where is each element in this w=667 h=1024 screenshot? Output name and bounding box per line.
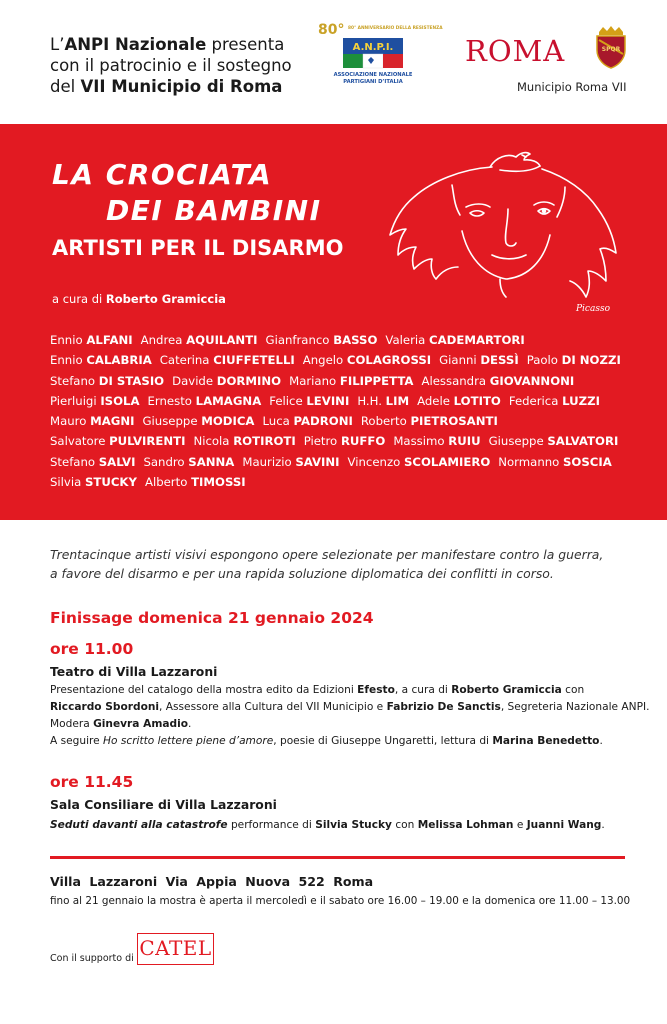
intro-line-3: del VII Municipio di Roma xyxy=(50,77,283,96)
artist-name: Gianfranco BASSO xyxy=(265,333,378,347)
artist-name: Silvia STUCKY xyxy=(50,475,137,490)
artist-name: Caterina CIUFFETELLI xyxy=(159,353,295,368)
artist-name: Giuseppe MODICA xyxy=(142,414,255,429)
artist-row xyxy=(50,353,630,373)
artist-name: Vincenzo SCOLAMIERO xyxy=(347,454,491,469)
artist-name: Maurizio SAVINI xyxy=(242,454,340,469)
artist-name: Valeria CADEMARTORI xyxy=(385,333,525,347)
exhibition-title-line-1: LA CROCIATA xyxy=(52,158,273,191)
artist-name: Luca PADRONI xyxy=(262,414,353,429)
artist-row xyxy=(50,374,630,394)
artist-name: Adele LOTITO xyxy=(417,393,501,408)
artist-name: Ernesto LAMAGNA xyxy=(147,393,262,408)
artist-row xyxy=(50,455,630,475)
finissage-heading: Finissage domenica 21 gennaio 2024 xyxy=(50,609,374,627)
opening-hours: fino al 21 gennaio la mostra è aperta il mercoledì e il sabato ore 16.00 – 19.00 e la domenica ore 11.00 – 13.00 xyxy=(50,895,631,907)
anpi-name-2: PARTIGIANI D’ITALIA xyxy=(343,79,403,85)
exhibition-title-line-2: DEI BAMBINI xyxy=(106,194,322,227)
roma-subtitle: Municipio Roma VII xyxy=(517,80,627,94)
dove-signature: Picasso xyxy=(576,304,610,314)
artist-name: Nicola ROTIROTI xyxy=(193,434,296,449)
svg-text:SPQR: SPQR xyxy=(601,46,621,53)
roma-logo xyxy=(465,34,640,96)
svg-text:80°: 80° xyxy=(318,22,345,38)
artist-row xyxy=(50,414,630,434)
artist-name: Andrea AQUILANTI xyxy=(140,333,258,347)
artist-name: Alessandra GIOVANNONI xyxy=(421,373,575,388)
artist-name: Felice LEVINI xyxy=(269,393,350,408)
intro-line-1: L’ANPI Nazionale presenta xyxy=(50,35,285,54)
event-1-time: ore 11.00 xyxy=(50,640,134,658)
dove-drawing-icon xyxy=(380,145,632,325)
artist-name: Paolo DI NOZZI xyxy=(526,353,621,368)
artist-name: Stefano SALVI xyxy=(50,454,136,469)
artist-name: Pietro RUFFO xyxy=(303,434,386,449)
artist-name: Stefano DI STASIO xyxy=(50,373,165,388)
event-2-venue: Sala Consiliare di Villa Lazzaroni xyxy=(50,797,277,812)
intro-org: ANPI Nazionale xyxy=(64,35,207,54)
artist-name: Giuseppe SALVATORI xyxy=(488,434,619,449)
roma-crest-icon xyxy=(593,26,629,70)
artist-row xyxy=(50,475,630,495)
event-1-venue: Teatro di Villa Lazzaroni xyxy=(50,664,218,679)
curator-name: Roberto Gramiccia xyxy=(105,292,226,306)
artist-row xyxy=(50,333,630,353)
event-1-details: Presentazione del catalogo della mostra edito da Edizioni Efesto, a cura di Roberto Gramiccia con Riccardo Sbordoni, Assessore alla Cultura del VII Municipio e Fabrizio De Sanctis, Segreteria Nazionale ANPI. Modera Ginevra Amadio. A seguire Ho scritto lettere piene d’amore, poesie di Giuseppe Ungaretti, lettura di Marina Benedetto. xyxy=(50,684,650,747)
anpi-name-1: ASSOCIAZIONE NAZIONALE xyxy=(333,72,413,78)
artist-name: Gianni DESSÌ xyxy=(439,353,519,368)
artist-name: Salvatore PULVIRENTI xyxy=(50,434,186,449)
anpi-logo xyxy=(316,20,443,94)
artist-name: H.H. LIM xyxy=(357,393,410,408)
intro-municipio: VII Municipio di Roma xyxy=(80,77,283,96)
artist-name: Davide DORMINO xyxy=(172,373,282,388)
venue-address: Villa Lazzaroni Via Appia Nuova 522 Roma xyxy=(50,874,374,889)
event-2-details: Seduti davanti alla catastrofe performance di Silvia Stucky con Melissa Lohman e Juanni Wang. xyxy=(50,819,605,831)
artist-name: Ennio CALABRIA xyxy=(50,353,152,368)
artist-name: Massimo RUIU xyxy=(393,434,481,449)
support-label: Con il supporto di xyxy=(50,953,134,964)
divider xyxy=(50,856,625,859)
anpi-anniversary: 80° ANNIVERSARIO DELLA RESISTENZA xyxy=(348,26,443,31)
artist-row xyxy=(50,434,630,454)
exhibition-subtitle: ARTISTI PER IL DISARMO xyxy=(52,236,344,260)
artist-name: Mauro MAGNI xyxy=(50,414,135,429)
artist-name: Angelo COLAGROSSI xyxy=(302,353,432,368)
artist-name: Ennio ALFANI xyxy=(50,333,133,347)
artist-name: Alberto TIMOSSI xyxy=(144,475,246,490)
event-2-time: ore 11.45 xyxy=(50,773,134,791)
artist-row xyxy=(50,394,630,414)
artist-name: Mariano FILIPPETTA xyxy=(289,373,414,388)
roma-wordmark: ROMA xyxy=(465,34,566,68)
artist-name: Sandro SANNA xyxy=(143,454,235,469)
sponsor-logo: CATEL xyxy=(137,933,214,965)
intro-text xyxy=(50,34,292,97)
exhibition-description: Trentacinque artisti visivi espongono opere selezionate per manifestare contro la guerra, a favore del disarmo e per una rapida soluzione diplomatica dei conflitti in corso. xyxy=(50,547,604,581)
anpi-mark: A.N.P.I. xyxy=(352,42,394,53)
artist-name: Federica LUZZI xyxy=(508,393,600,408)
curator-credit: a cura di Roberto Gramiccia xyxy=(52,292,226,306)
artist-name: Pierluigi ISOLA xyxy=(50,393,140,408)
artist-name: Normanno SOSCIA xyxy=(498,454,612,469)
artist-list xyxy=(50,333,630,495)
intro-line-2: con il patrocinio e il sostegno xyxy=(50,56,292,75)
artist-name: Roberto PIETROSANTI xyxy=(360,414,498,429)
